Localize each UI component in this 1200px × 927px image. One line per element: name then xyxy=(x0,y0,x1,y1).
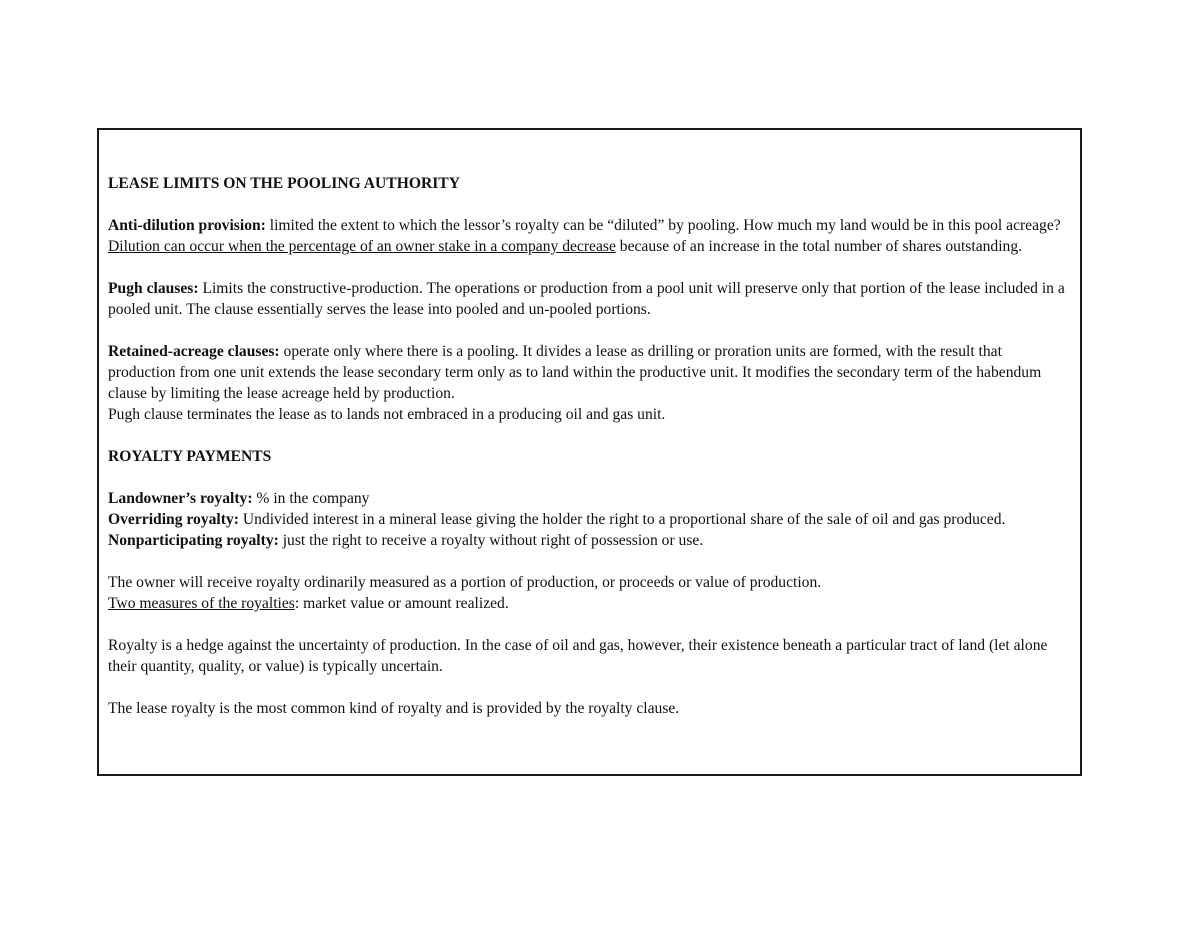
paragraph-measures xyxy=(108,572,1072,614)
term-nonparticipating-royalty: Nonparticipating royalty: xyxy=(108,532,279,549)
paragraph-royalty-types xyxy=(108,488,1072,551)
heading-lease-limits: LEASE LIMITS ON THE POOLING AUTHORITY xyxy=(108,175,460,192)
measures-underlined: Two measures of the royalties xyxy=(108,595,295,612)
pugh-body: Limits the constructive-production. The operations or production from a pool unit will preserve only that portion of the lease included in a pooled unit. The clause essentially serves the lease into pooled and un-pooled portions. xyxy=(108,280,1065,318)
term-retained-acreage: Retained-acreage clauses: xyxy=(108,343,280,360)
overriding-royalty-line xyxy=(108,509,1072,530)
paragraph-lease-royalty xyxy=(108,698,1072,719)
landowner-royalty-body: % in the company xyxy=(252,490,370,507)
term-pugh: Pugh clauses: xyxy=(108,280,199,297)
anti-dilution-body-a: limited the extent to which the lessor’s royalty can be “diluted” by pooling. How much my land would be in this pool acreage? xyxy=(265,217,1061,234)
anti-dilution-body-b: because of an increase in the total number of shares outstanding. xyxy=(615,238,1023,255)
overriding-royalty-body: Undivided interest in a mineral lease giving the holder the right to a proportional share of the sale of oil and gas produced. xyxy=(238,511,1006,528)
term-overriding-royalty: Overriding royalty: xyxy=(108,511,239,528)
retained-body: operate only where there is a pooling. It divides a lease as drilling or proration units are formed, with the result that production from one unit extends the lease secondary term only as to land within the productive unit. It modifies the secondary term of the habendum clause by limiting the lease acreage held by production. xyxy=(108,343,1042,402)
term-anti-dilution: Anti-dilution provision: xyxy=(108,217,266,234)
hedge-text: Royalty is a hedge against the uncertainty of production. In the case of oil and gas, however, their existence beneath a particular tract of land (let alone their quantity, quality, or value) is typically uncertain. xyxy=(108,637,1048,675)
measures-line-2 xyxy=(108,593,1072,614)
measures-body: : market value or amount realized. xyxy=(294,595,509,612)
paragraph-hedge xyxy=(108,635,1072,677)
document-frame xyxy=(97,128,1082,776)
landowner-royalty-line xyxy=(108,488,1072,509)
pugh-text xyxy=(108,278,1072,320)
nonparticipating-royalty-body: just the right to receive a royalty without right of possession or use. xyxy=(278,532,704,549)
measures-line-1: The owner will receive royalty ordinarily measured as a portion of production, or proceeds or value of production. xyxy=(108,574,822,591)
anti-dilution-text xyxy=(108,215,1072,257)
section-heading-royalty xyxy=(108,446,1072,467)
term-landowner-royalty: Landowner’s royalty: xyxy=(108,490,253,507)
lease-royalty-text: The lease royalty is the most common kind of royalty and is provided by the royalty clause. xyxy=(108,700,680,717)
anti-dilution-underlined: Dilution can occur when the percentage of an owner stake in a company decrease xyxy=(108,238,616,255)
retained-text xyxy=(108,341,1072,404)
paragraph-retained-acreage xyxy=(108,341,1072,425)
paragraph-pugh xyxy=(108,278,1072,320)
retained-note: Pugh clause terminates the lease as to lands not embraced in a producing oil and gas unit. xyxy=(108,406,666,423)
heading-royalty-payments: ROYALTY PAYMENTS xyxy=(108,448,272,465)
paragraph-anti-dilution xyxy=(108,215,1072,257)
section-heading-pooling xyxy=(108,173,1072,194)
nonparticipating-royalty-line xyxy=(108,530,1072,551)
